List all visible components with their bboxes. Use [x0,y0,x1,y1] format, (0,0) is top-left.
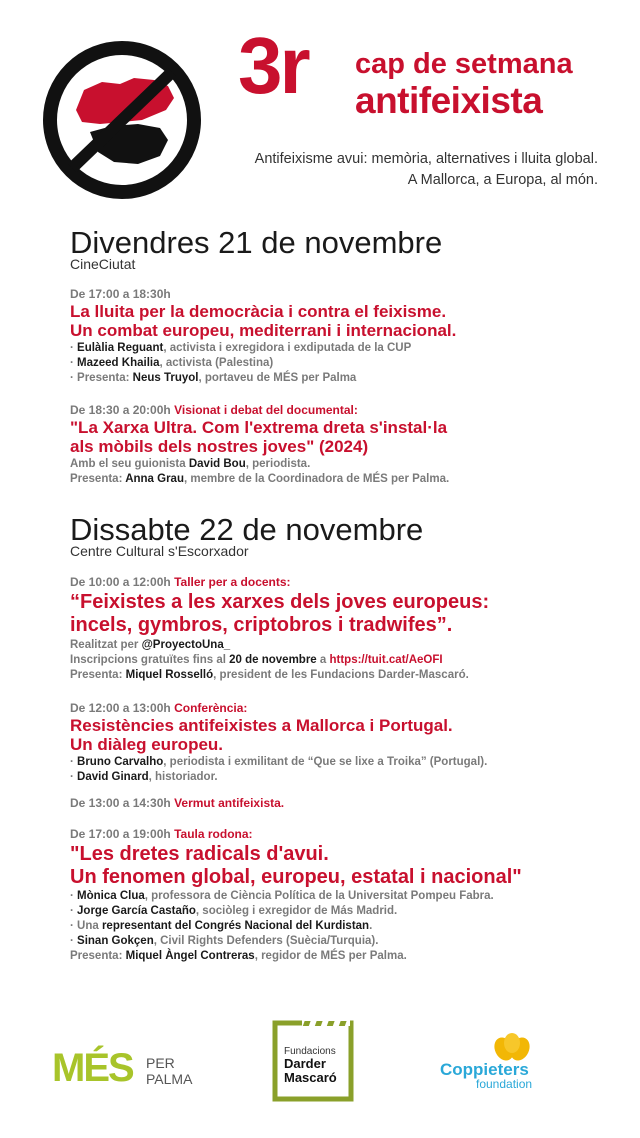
event-time: De 17:00 a 19:00h Taula rodona: [70,827,253,841]
event-time: De 10:00 a 12:00h Taller per a docents: [70,575,291,589]
event-block [70,701,615,785]
day-venue: CineCiutat [70,256,136,272]
event-line: · Mònica Clua, professora de Ciència Política de la Universitat Pompeu Fabra. [70,890,494,902]
fundacions-darder-mascaro-logo [272,1020,354,1102]
event-line: · Jorge García Castaño, sociòleg i exregidor de Más Madrid. [70,905,398,917]
day-venue: Centre Cultural s'Escorxador [70,543,249,559]
event-time: De 18:30 a 20:00h Visionat i debat del documental: [70,403,358,417]
event-block [70,796,615,810]
day-title: Divendres 21 de novembre [70,225,443,260]
event-title-1: Resistències antifeixistes a Mallorca i Portugal. [70,716,453,735]
event-line: Inscripcions gratuïtes fins al 20 de novembre a https://tuit.cat/AeOFI [70,654,443,666]
antifascist-logo-icon [42,40,202,200]
event-line: Amb el seu guionista David Bou, periodista. [70,458,311,470]
fdm-line-1: Fundacions [284,1046,336,1057]
event-title-2: Un combat europeu, mediterrani i internacional. [70,321,457,340]
event-time: De 13:00 a 14:30h Vermut antifeixista. [70,796,285,810]
event-line: Realitzat per @ProyectoUna_ [70,639,231,651]
coppieters-flower-icon [492,1033,532,1063]
subtitle-line-1: Antifeixisme avui: memòria, alternatives i lluita global. [254,151,598,167]
coppieters-name: Coppieters [440,1060,529,1079]
event-title-2: incels, gymbros, criptobros i tradwifes”. [70,614,453,636]
event-title-2: Un diàleg europeu. [70,735,224,754]
mes-logo-palma: PALMA [146,1071,193,1087]
event-title-1: La lluita per la democràcia i contra el feixisme. [70,302,447,321]
event-line: Presenta: Miquel Àngel Contreras, regidor de MÉS per Palma. [70,950,407,962]
event-title-1: “Feixistes a les xarxes dels joves europeus: [70,591,490,613]
event-line: · Bruno Carvalho, periodista i exmilitant de “Que se lixe a Troika” (Portugal). [70,756,488,768]
coppieters-foundation-logo [440,1033,550,1093]
event-title-2: als mòbils dels nostres joves" (2024) [70,437,369,456]
edition-number: 3r [238,21,308,110]
event-line: · Mazeed Khailia, activista (Palestina) [70,357,274,369]
fdm-line-3: Mascaró [284,1070,337,1085]
event-block [70,827,615,964]
event-title-1: "La Xarxa Ultra. Com l'extrema dreta s'instal·la [70,418,448,437]
event-title-1: "Les dretes radicals d'avui. [70,843,329,865]
event-title-2: Un fenomen global, europeu, estatal i nacional" [70,866,522,888]
event-block [70,403,615,487]
fdm-line-2: Darder [284,1056,326,1071]
registration-link[interactable]: https://tuit.cat/AeOFI [329,654,443,666]
event-line: · Eulàlia Reguant, activista i exregidora i exdiputada de la CUP [70,342,412,354]
event-block [70,287,615,386]
coppieters-foundation-text: foundation [476,1077,533,1091]
event-block [70,575,615,683]
event-line: · David Ginard, historiador. [70,771,218,783]
event-time: De 12:00 a 13:00h Conferència: [70,701,248,715]
title-line-1: cap de setmana [355,48,573,80]
event-line: · Presenta: Neus Truyol, portaveu de MÉS per Palma [70,372,357,384]
subtitle-line-2: A Mallorca, a Europa, al món. [407,172,598,188]
event-line: Presenta: Anna Grau, membre de la Coordinadora de MÉS per Palma. [70,473,450,485]
mes-per-palma-logo [52,1046,212,1094]
title-line-2: antifeixista [355,80,543,121]
day-title: Dissabte 22 de novembre [70,512,424,547]
event-line: · Una representant del Congrés Nacional del Kurdistan. [70,920,373,932]
event-time: De 17:00 a 18:30h [70,287,171,301]
mes-logo-text: MÉS [52,1046,133,1090]
event-line: · Sinan Gokçen, Civil Rights Defenders (Suècia/Turquia). [70,935,379,947]
event-line: Presenta: Miquel Rosselló, president de les Fundacions Darder-Mascaró. [70,669,469,681]
mes-logo-per: PER [146,1055,175,1071]
